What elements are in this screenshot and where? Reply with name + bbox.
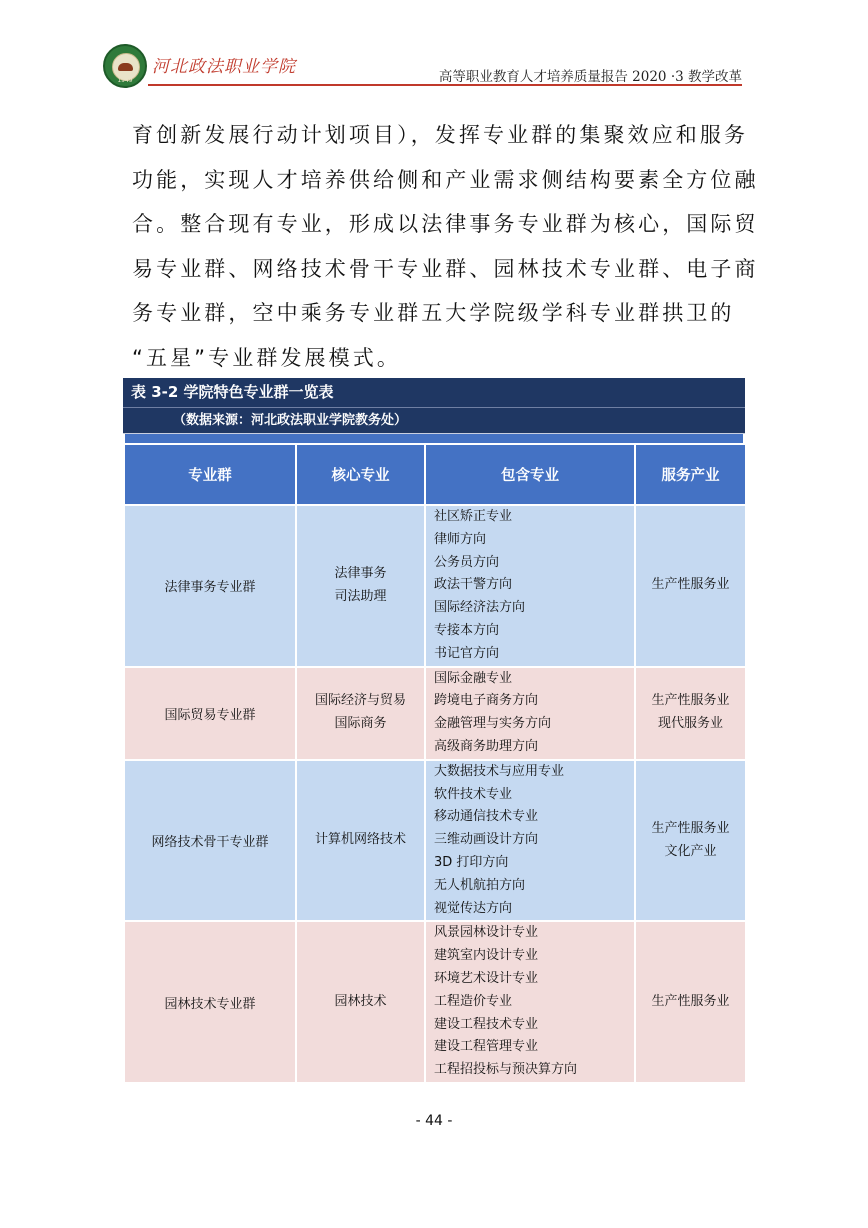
industry-cell-line: 生产性服务业 <box>651 820 730 836</box>
specialty-groups-table <box>123 378 745 1084</box>
column-header: 专业群 <box>124 444 296 505</box>
majors-cell-line: 风景园林设计专业 <box>434 925 539 941</box>
majors-cell-line: 建设工程技术专业 <box>434 1016 539 1032</box>
majors-cell-line: 建设工程管理专业 <box>434 1039 539 1055</box>
table-caption <box>123 378 745 434</box>
header-divider <box>148 84 742 86</box>
paragraph-line: 合。整合现有专业，形成以法律事务专业群为核心，国际贸 <box>132 212 759 236</box>
paragraph-line: “五星”专业群发展模式。 <box>132 345 401 370</box>
core-major-cell <box>296 921 425 1083</box>
page-number: - 44 - <box>415 1113 453 1129</box>
core-major-cell <box>296 760 425 922</box>
industry-cell <box>635 505 746 667</box>
group-cell: 园林技术专业群 <box>124 921 296 1083</box>
majors-cell-line: 跨境电子商务方向 <box>434 693 539 709</box>
majors-cell-line: 金融管理与实务方向 <box>434 716 552 732</box>
industry-cell-line: 现代服务业 <box>657 716 723 732</box>
industry-cell-line: 文化产业 <box>664 843 717 859</box>
industry-cell <box>635 760 746 922</box>
paragraph-line: 易专业群、网络技术骨干专业群、园林技术专业群、电子商 <box>132 256 759 281</box>
majors-cell-line: 高级商务助理方向 <box>434 738 539 754</box>
table-source: （数据来源：河北政法职业学院教务处） <box>123 407 745 433</box>
group-cell: 网络技术骨干专业群 <box>124 760 296 922</box>
table-row <box>124 505 746 667</box>
majors-cell-line: 律师方向 <box>434 531 487 547</box>
majors-cell <box>425 667 635 760</box>
majors-cell-line: 建筑室内设计专业 <box>434 948 539 964</box>
majors-cell-line: 工程造价专业 <box>434 993 513 1009</box>
core-major-cell <box>296 667 425 760</box>
college-brand-name: 河北政法职业学院 <box>152 57 296 77</box>
majors-cell <box>425 505 635 667</box>
majors-cell-line: 社区矫正专业 <box>434 509 513 524</box>
majors-cell-line: 公务员方向 <box>434 554 500 570</box>
majors-cell-line: 国际经济法方向 <box>434 600 526 616</box>
paragraph-line: 育创新发展行动计划项目），发挥专业群的集聚效应和服务 <box>132 123 749 147</box>
core-major-cell-line: 国际经济与贸易 <box>314 693 406 709</box>
data-table <box>123 443 747 1084</box>
majors-cell-line: 大数据技术与应用专业 <box>434 763 565 779</box>
industry-cell-line: 生产性服务业 <box>651 693 730 709</box>
table-row <box>124 760 746 922</box>
majors-cell-line: 工程招投标与预决算方向 <box>434 1062 578 1078</box>
core-major-cell <box>296 505 425 667</box>
core-major-cell-line: 国际商务 <box>334 716 387 732</box>
majors-cell-line: 专接本方向 <box>434 622 500 638</box>
column-header: 包含专业 <box>425 444 635 505</box>
majors-cell-line: 国际金融专业 <box>434 670 513 686</box>
majors-cell-line: 政法干警方向 <box>434 577 513 593</box>
paragraph-line: 功能，实现人才培养供给侧和产业需求侧结构要素全方位融 <box>132 167 759 192</box>
industry-cell-line: 生产性服务业 <box>651 993 730 1009</box>
majors-cell-line: 视觉传达方向 <box>434 900 513 916</box>
column-header: 核心专业 <box>296 444 425 505</box>
core-major-cell-line: 园林技术 <box>334 993 387 1009</box>
majors-cell-line: 移动通信技术专业 <box>434 809 539 825</box>
group-cell: 法律事务专业群 <box>124 505 296 667</box>
column-header: 服务产业 <box>635 444 746 505</box>
industry-cell <box>635 667 746 760</box>
core-major-cell-line: 计算机网络技术 <box>314 832 406 848</box>
logo-year: 1949 <box>117 77 133 84</box>
college-logo <box>103 44 147 88</box>
table-row <box>124 921 746 1083</box>
report-title: 高等职业教育人才培养质量报告 2020 ·3 教学改革 <box>438 69 742 85</box>
majors-cell-line: 无人机航拍方向 <box>434 877 526 893</box>
industry-cell-line: 生产性服务业 <box>651 577 730 593</box>
header-row <box>124 444 746 505</box>
majors-cell-line: 书记官方向 <box>434 645 500 661</box>
core-major-cell-line: 法律事务 <box>334 565 387 581</box>
majors-cell <box>425 760 635 922</box>
header-band <box>123 434 745 443</box>
industry-cell <box>635 921 746 1083</box>
core-major-cell-line: 司法助理 <box>334 588 387 604</box>
table-row <box>124 667 746 760</box>
majors-cell-line: 三维动画设计方向 <box>434 832 539 848</box>
page-header <box>0 0 868 90</box>
majors-cell-line: 软件技术专业 <box>434 786 513 802</box>
majors-cell <box>425 921 635 1083</box>
body-paragraph <box>132 113 759 380</box>
majors-cell-line: 环境艺术设计专业 <box>434 970 539 986</box>
paragraph-line: 务专业群，空中乘务专业群五大学院级学科专业群拱卫的 <box>132 301 735 325</box>
group-cell: 国际贸易专业群 <box>124 667 296 760</box>
table-title: 表 3-2 学院特色专业群一览表 <box>123 378 745 407</box>
majors-cell-line: 3D 打印方向 <box>434 854 509 870</box>
